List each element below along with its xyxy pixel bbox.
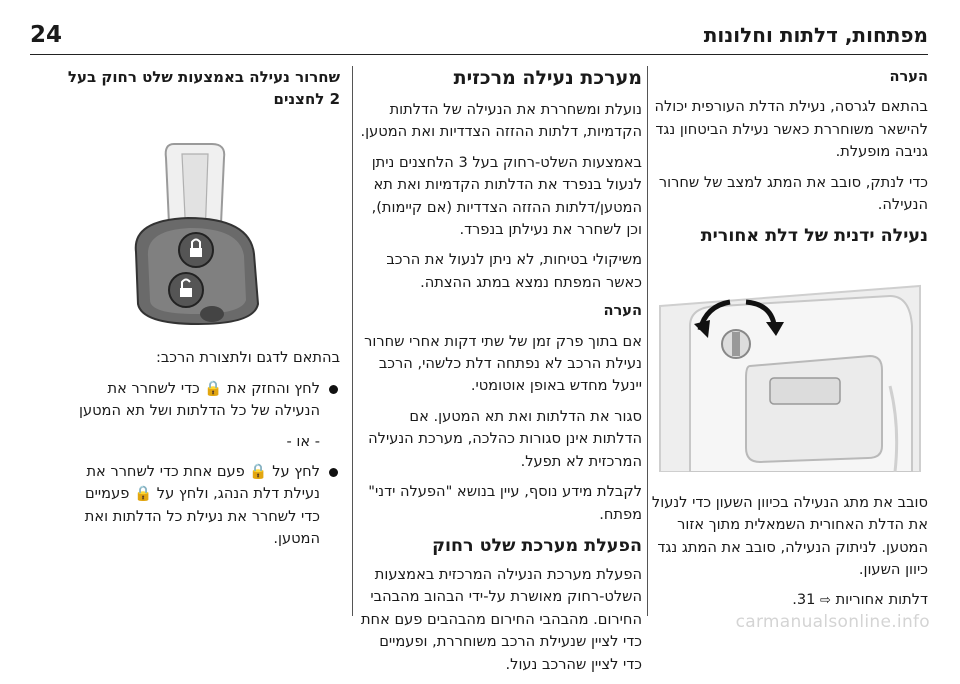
note-heading: הערה xyxy=(603,302,642,320)
bullet-text: לחץ והחזק את 🔒 כדי לשחרר את הנעילה של כל הדלתות ושל תא המטען xyxy=(78,379,320,420)
section-heading: מערכת נעילה מרכזית xyxy=(453,67,642,89)
list-item xyxy=(62,461,340,551)
section-heading: נעילה ידנית של דלת אחורית xyxy=(700,226,928,247)
page-header xyxy=(30,20,928,55)
sub-heading: הפעלת מערכת שלט רחוק xyxy=(432,535,642,556)
intro-text: בהתאם לדגם ולתצורת הרכב: xyxy=(155,349,340,367)
bullet-icon xyxy=(329,385,338,394)
note-text: אם בתוך פרק זמן של שתי דקות אחרי שחרור נעילת הרכב לא נפתחה דלת כלשהי, הרכב יינעל מחדש באופן אוטומטי. xyxy=(364,332,642,395)
body-paragraph: סגור את הדלתות ואת תא המטען. אם הדלתות אינן סגורות כהלכה, מערכת הנעילה המרכזית לא תפעל. xyxy=(368,407,642,470)
section-heading: שחרור נעילה באמצעות שלט רחוק בעל 2 לחצנים xyxy=(67,68,340,108)
page-number: 24 xyxy=(30,22,63,48)
body-paragraph: סובב את מתג הנעילה בכיוון השעון כדי לנעול את הדלת האחורית השמאלית מתוך אזור המטען. לניתוק הנעילה, סובב את המתג נגד כיוון השעון. xyxy=(651,493,928,579)
page-ref-icon: ⇨ xyxy=(820,593,831,609)
column-middle xyxy=(358,66,642,684)
body-paragraph: משיקולי בטיחות, לא ניתן לנעול את הרכב כאשר המפתח נמצא במתג ההצתה. xyxy=(386,251,642,291)
column-divider xyxy=(647,66,648,616)
rear-door-lock-figure xyxy=(650,266,928,472)
list-item xyxy=(62,378,340,423)
column-divider xyxy=(352,66,353,616)
body-paragraph: נועלת ומשחררת את הנעילה של הדלתות הקדמיות, דלתות ההזזה הצדדיות ואת המטען. xyxy=(360,101,642,141)
site-watermark: carmanualsonline.info xyxy=(735,612,930,632)
note-heading: הערה xyxy=(889,68,928,85)
body-paragraph: לקבלת מידע נוסף, עיין בנושא "הפעלה ידני" מפתח. xyxy=(368,483,642,523)
bullet-text: לחץ על 🔒 פעם אחת כדי לשחרר את נעילת דלת הנהג, ולחץ על 🔒 פעמיים כדי לשחרר את נעילת כל הדלתות ואת המטען. xyxy=(84,463,320,548)
ref-text: דלתות אחוריות xyxy=(835,591,928,609)
note-text: בהתאם לגרסה, נעילת הדלת העורפית יכולה להישאר משוחררת כאשר נעילת הביטחון נגד גניבה מופעלת. xyxy=(654,98,928,161)
column-right xyxy=(650,66,928,621)
note-text: כדי לנתק, סובב את המתג למצב של שחרור הנעילה. xyxy=(658,173,928,214)
column-left xyxy=(62,66,340,559)
remote-key-figure xyxy=(62,128,340,328)
body-paragraph: באמצעות השלט-רחוק בעל 3 הלחצנים ניתן לנעול בנפרד את הדלתות הקדמיות ואת תא המטען/דלתות ההזזה הצדדיות (אם קיימות), וכן לשחרר את נעילתן בנפרד. xyxy=(371,153,642,239)
cross-reference xyxy=(650,589,928,612)
or-separator: - או - xyxy=(286,432,320,450)
body-paragraph: הפעלת מערכת הנעילה המרכזית באמצעות השלט-רחוק מאושרת על-ידי הבהוב מהבהבי החירום. מהבהבי החירום מהבהבים פעם אחת כדי לציין שנעילת הרכב משוחררת, ופעמיים כדי לציין שהרכב נעול. xyxy=(360,565,642,673)
running-title: מפתחות, דלתות וחלונות xyxy=(703,23,928,47)
bullet-icon xyxy=(329,468,338,477)
ref-page: 31. xyxy=(792,591,816,609)
